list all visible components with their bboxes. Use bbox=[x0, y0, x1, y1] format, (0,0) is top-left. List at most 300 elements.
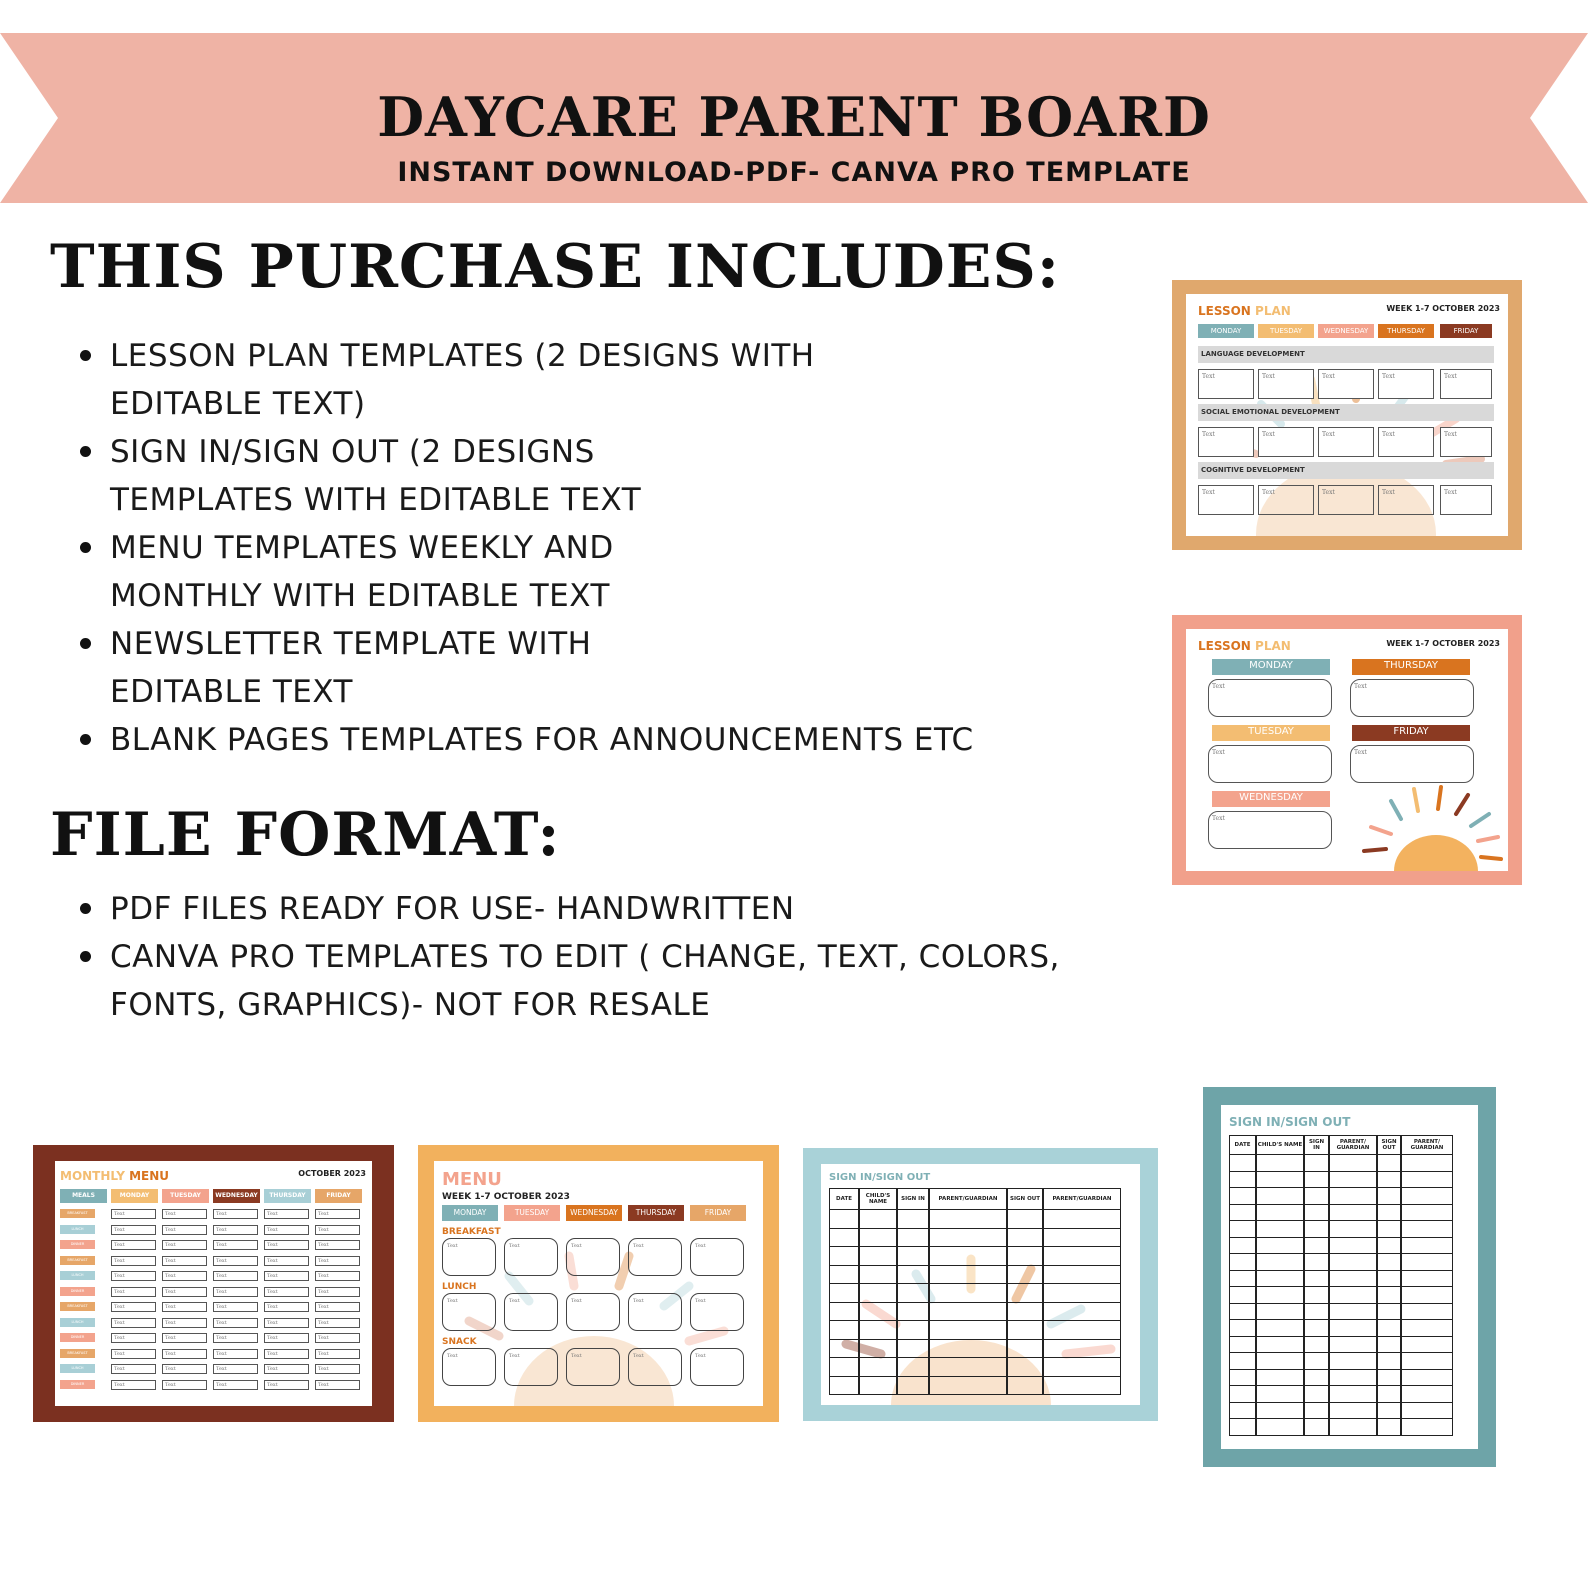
table-cell bbox=[1377, 1271, 1401, 1288]
table-cell bbox=[1256, 1188, 1304, 1205]
header-cell: WEDNESDAY bbox=[213, 1189, 260, 1203]
table-cell bbox=[929, 1377, 1007, 1396]
table-cell bbox=[1329, 1172, 1377, 1189]
table-cell bbox=[1007, 1229, 1043, 1248]
table-cell bbox=[1256, 1320, 1304, 1337]
table-cell bbox=[1401, 1221, 1453, 1238]
table-cell bbox=[1043, 1321, 1121, 1340]
menu-cell: Text bbox=[264, 1349, 309, 1359]
table-cell bbox=[1377, 1337, 1401, 1354]
meal-label: BREAKFAST bbox=[60, 1349, 95, 1358]
table-cell bbox=[829, 1284, 859, 1303]
table-cell bbox=[1007, 1284, 1043, 1303]
header-cell: MONDAY bbox=[111, 1189, 158, 1203]
table-cell bbox=[1256, 1238, 1304, 1255]
table-cell bbox=[1229, 1287, 1256, 1304]
sign-in-preview-1 bbox=[803, 1148, 1158, 1421]
table-cell bbox=[1007, 1340, 1043, 1359]
list-item: NEWSLETTER TEMPLATE WITH EDITABLE TEXT bbox=[78, 620, 1078, 716]
menu-cell: Text bbox=[264, 1225, 309, 1235]
meal-label: DINNER bbox=[60, 1380, 95, 1389]
table-cell bbox=[1329, 1370, 1377, 1387]
meal-label: LUNCH bbox=[60, 1318, 95, 1327]
table-cell bbox=[1043, 1266, 1121, 1285]
table-cell bbox=[1229, 1172, 1256, 1189]
menu-cell: Text bbox=[315, 1225, 360, 1235]
table-cell bbox=[1229, 1304, 1256, 1321]
table-cell bbox=[1043, 1340, 1121, 1359]
table-cell bbox=[1401, 1353, 1453, 1370]
table-cell bbox=[1329, 1419, 1377, 1436]
menu-cell: Text bbox=[264, 1209, 309, 1219]
table-cell bbox=[1329, 1353, 1377, 1370]
table-cell bbox=[1401, 1205, 1453, 1222]
table-cell bbox=[1229, 1403, 1256, 1420]
menu-cell: Text bbox=[111, 1349, 156, 1359]
table-cell bbox=[859, 1266, 897, 1285]
table-cell bbox=[1377, 1205, 1401, 1222]
table-cell bbox=[929, 1247, 1007, 1266]
page-sheet: LESSON PLAN WEEK 1-7 OCTOBER 2023 MONDAY Text THURSDAY Text TUESDAY Text FRIDAY Text WEDNESDAY Text bbox=[1186, 629, 1508, 871]
file-format-heading: FILE FORMAT: bbox=[50, 800, 561, 870]
table-cell bbox=[1229, 1188, 1256, 1205]
page-sheet: SIGN IN/SIGN OUT DATE CHILD'S NAME SIGN IN PARENT/ GUARDIAN SIGN OUT PARENT/ GUARDIAN bbox=[1221, 1105, 1478, 1449]
menu-cell: Text bbox=[315, 1349, 360, 1359]
day-header: FRIDAY bbox=[690, 1205, 746, 1221]
table-cell bbox=[1304, 1188, 1329, 1205]
table-cell bbox=[1377, 1304, 1401, 1321]
table-cell bbox=[1229, 1155, 1256, 1172]
menu-cell: Text bbox=[264, 1240, 309, 1250]
table-cell bbox=[1304, 1337, 1329, 1354]
table-cell bbox=[929, 1303, 1007, 1322]
menu-cell: Text bbox=[442, 1238, 496, 1276]
table-cell bbox=[897, 1303, 929, 1322]
menu-cell: Text bbox=[566, 1238, 620, 1276]
table-cell bbox=[829, 1321, 859, 1340]
table-cell bbox=[1043, 1303, 1121, 1322]
table-cell bbox=[1256, 1386, 1304, 1403]
table-cell bbox=[1256, 1370, 1304, 1387]
table-cell bbox=[897, 1358, 929, 1377]
table-cell bbox=[1401, 1386, 1453, 1403]
menu-cell: Text bbox=[628, 1238, 682, 1276]
table-cell bbox=[929, 1229, 1007, 1248]
page-sheet: MENU WEEK 1-7 OCTOBER 2023 MONDAY TUESDAY WEDNESDAY THURSDAY FRIDAY BREAKFAST Text Text Text Text Text LUNCH Text Text Text Text Text SNACK Text Text Text Text Text bbox=[434, 1161, 763, 1406]
menu-cell: Text bbox=[162, 1209, 207, 1219]
table-cell bbox=[1043, 1247, 1121, 1266]
table-cell bbox=[1377, 1254, 1401, 1271]
table-cell bbox=[1304, 1320, 1329, 1337]
table-cell bbox=[859, 1377, 897, 1396]
table-cell bbox=[1304, 1238, 1329, 1255]
table-cell bbox=[859, 1247, 897, 1266]
menu-cell: Text bbox=[690, 1238, 744, 1276]
table-cell bbox=[829, 1377, 859, 1396]
menu-cell: Text bbox=[162, 1240, 207, 1250]
table-cell bbox=[1401, 1155, 1453, 1172]
table-cell bbox=[1256, 1155, 1304, 1172]
meal-label: DINNER bbox=[60, 1333, 95, 1342]
table-cell bbox=[1329, 1238, 1377, 1255]
menu-cell: Text bbox=[162, 1271, 207, 1281]
menu-cell: Text bbox=[213, 1333, 258, 1343]
menu-cell: Text bbox=[264, 1333, 309, 1343]
table-cell bbox=[1329, 1188, 1377, 1205]
table-cell bbox=[1256, 1271, 1304, 1288]
column-header: CHILD'S NAME bbox=[859, 1188, 897, 1210]
column-header: PARENT/ GUARDIAN bbox=[1401, 1135, 1453, 1155]
meal-label: DINNER bbox=[60, 1287, 95, 1296]
menu-cell: Text bbox=[213, 1209, 258, 1219]
table-cell bbox=[859, 1210, 897, 1229]
menu-cell: Text bbox=[315, 1302, 360, 1312]
table-cell bbox=[897, 1247, 929, 1266]
table-cell bbox=[1229, 1370, 1256, 1387]
includes-list bbox=[78, 332, 1078, 764]
table-cell bbox=[1377, 1221, 1401, 1238]
menu-cell: Text bbox=[162, 1333, 207, 1343]
table-cell bbox=[1377, 1320, 1401, 1337]
list-item: SIGN IN/SIGN OUT (2 DESIGNS TEMPLATES WITH EDITABLE TEXT bbox=[78, 428, 1078, 524]
menu-cell: Text bbox=[213, 1318, 258, 1328]
table-cell bbox=[1377, 1370, 1401, 1387]
table-cell bbox=[897, 1340, 929, 1359]
day-header: TUESDAY bbox=[504, 1205, 560, 1221]
meal-label: BREAKFAST bbox=[442, 1227, 501, 1237]
menu-cell: Text bbox=[566, 1348, 620, 1386]
menu-cell: Text bbox=[264, 1318, 309, 1328]
table-cell bbox=[1304, 1221, 1329, 1238]
column-header: DATE bbox=[1229, 1135, 1256, 1155]
menu-cell: Text bbox=[162, 1380, 207, 1390]
column-header: SIGN OUT bbox=[1007, 1188, 1043, 1210]
table-cell bbox=[1304, 1205, 1329, 1222]
table-cell bbox=[897, 1229, 929, 1248]
menu-cell: Text bbox=[315, 1333, 360, 1343]
table-cell bbox=[1229, 1337, 1256, 1354]
meal-label: LUNCH bbox=[60, 1271, 95, 1280]
table-cell bbox=[1377, 1287, 1401, 1304]
menu-cell: Text bbox=[162, 1364, 207, 1374]
table-cell bbox=[859, 1321, 897, 1340]
title-banner bbox=[0, 33, 1588, 203]
menu-cell: Text bbox=[213, 1225, 258, 1235]
list-item: PDF FILES READY FOR USE- HANDWRITTEN bbox=[78, 885, 1178, 933]
table-cell bbox=[1377, 1155, 1401, 1172]
header-cell: MEALS bbox=[60, 1189, 107, 1203]
menu-cell: Text bbox=[442, 1348, 496, 1386]
table-cell bbox=[1329, 1386, 1377, 1403]
table-cell bbox=[1256, 1403, 1304, 1420]
file-format-list bbox=[78, 885, 1178, 1029]
menu-cell: Text bbox=[504, 1293, 558, 1331]
column-header: PARENT/GUARDIAN bbox=[929, 1188, 1007, 1210]
menu-cell: Text bbox=[315, 1209, 360, 1219]
menu-cell: Text bbox=[315, 1287, 360, 1297]
table-cell bbox=[1229, 1320, 1256, 1337]
table-cell bbox=[1256, 1353, 1304, 1370]
menu-cell: Text bbox=[162, 1225, 207, 1235]
menu-cell: Text bbox=[162, 1349, 207, 1359]
table-cell bbox=[1304, 1386, 1329, 1403]
table-cell bbox=[1304, 1403, 1329, 1420]
table-cell bbox=[1304, 1304, 1329, 1321]
column-header: DATE bbox=[829, 1188, 859, 1210]
table-cell bbox=[929, 1210, 1007, 1229]
menu-cell: Text bbox=[111, 1333, 156, 1343]
table-cell bbox=[1256, 1254, 1304, 1271]
table-cell bbox=[1304, 1370, 1329, 1387]
menu-cell: Text bbox=[111, 1364, 156, 1374]
table-cell bbox=[1401, 1287, 1453, 1304]
menu-cell: Text bbox=[111, 1240, 156, 1250]
table-cell bbox=[1329, 1320, 1377, 1337]
column-header: CHILD'S NAME bbox=[1256, 1135, 1304, 1155]
menu-cell: Text bbox=[162, 1318, 207, 1328]
header-cell: TUESDAY bbox=[162, 1189, 209, 1203]
table-cell bbox=[1329, 1304, 1377, 1321]
menu-cell: Text bbox=[264, 1364, 309, 1374]
menu-cell: Text bbox=[264, 1302, 309, 1312]
table-cell bbox=[1007, 1358, 1043, 1377]
list-item: BLANK PAGES TEMPLATES FOR ANNOUNCEMENTS ETC bbox=[78, 716, 1078, 764]
table-cell bbox=[1401, 1337, 1453, 1354]
menu-cell: Text bbox=[264, 1256, 309, 1266]
table-cell bbox=[1377, 1188, 1401, 1205]
table-cell bbox=[1401, 1188, 1453, 1205]
list-item: CANVA PRO TEMPLATES TO EDIT ( CHANGE, TEXT, COLORS, FONTS, GRAPHICS)- NOT FOR RESALE bbox=[78, 933, 1178, 1029]
sign-in-preview-2 bbox=[1203, 1087, 1496, 1467]
header-cell: FRIDAY bbox=[315, 1189, 362, 1203]
table-cell bbox=[1256, 1205, 1304, 1222]
meal-label: LUNCH bbox=[442, 1282, 477, 1292]
table-cell bbox=[1304, 1172, 1329, 1189]
menu-cell: Text bbox=[690, 1348, 744, 1386]
menu-cell: Text bbox=[315, 1256, 360, 1266]
table-cell bbox=[1304, 1419, 1329, 1436]
meal-label: BREAKFAST bbox=[60, 1302, 95, 1311]
table-cell bbox=[897, 1266, 929, 1285]
menu-cell: Text bbox=[213, 1349, 258, 1359]
menu-cell: Text bbox=[111, 1225, 156, 1235]
menu-cell: Text bbox=[315, 1364, 360, 1374]
menu-cell: Text bbox=[162, 1287, 207, 1297]
page-sheet: LESSON PLAN WEEK 1-7 OCTOBER 2023 MONDAY TUESDAY WEDNESDAY THURSDAY FRIDAY LANGUAGE DEVELOPMENT SOCIAL EMOTIONAL DEVELOPMENT COGNITIVE DEVELOPMENT Text Text Text Text Text Text Text Text Text Text Text Text Text Text Text bbox=[1186, 294, 1508, 536]
menu-cell: Text bbox=[213, 1271, 258, 1281]
table-cell bbox=[829, 1266, 859, 1285]
page-sheet: SIGN IN/SIGN OUT DATE CHILD'S NAME SIGN IN PARENT/GUARDIAN SIGN OUT PARENT/GUARDIAN bbox=[821, 1164, 1140, 1405]
table-cell bbox=[897, 1210, 929, 1229]
table-cell bbox=[1007, 1266, 1043, 1285]
table-cell bbox=[1043, 1358, 1121, 1377]
menu-cell: Text bbox=[213, 1240, 258, 1250]
table-cell bbox=[1329, 1254, 1377, 1271]
table-cell bbox=[1304, 1287, 1329, 1304]
table-cell bbox=[1377, 1353, 1401, 1370]
table-cell bbox=[929, 1284, 1007, 1303]
menu-cell: Text bbox=[315, 1318, 360, 1328]
column-header: SIGN OUT bbox=[1377, 1135, 1401, 1155]
banner-subtitle: INSTANT DOWNLOAD-PDF- CANVA PRO TEMPLATE bbox=[397, 157, 1191, 188]
menu-cell: Text bbox=[315, 1240, 360, 1250]
menu-cell: Text bbox=[264, 1287, 309, 1297]
table-cell bbox=[1043, 1284, 1121, 1303]
table-cell bbox=[1229, 1353, 1256, 1370]
table-cell bbox=[1401, 1271, 1453, 1288]
table-cell bbox=[1401, 1254, 1453, 1271]
menu-cell: Text bbox=[442, 1293, 496, 1331]
header-cell: THURSDAY bbox=[264, 1189, 311, 1203]
list-item: MENU TEMPLATES WEEKLY AND MONTHLY WITH EDITABLE TEXT bbox=[78, 524, 1078, 620]
menu-cell: Text bbox=[111, 1287, 156, 1297]
table-cell bbox=[1401, 1172, 1453, 1189]
table-cell bbox=[1007, 1303, 1043, 1322]
menu-cell: Text bbox=[162, 1302, 207, 1312]
column-header: SIGN IN bbox=[897, 1188, 929, 1210]
table-cell bbox=[1329, 1403, 1377, 1420]
page-sheet: MONTHLY MENU OCTOBER 2023 MEALS MONDAY TUESDAY WEDNESDAY THURSDAY FRIDAY BREAKFAST Text Text Text Text Text LUNCH Text Text Text Text Text DINNER Text Text Text Text Text BREAKFAST Text Text Text Text Text LUNCH Text Text Text Text Text DINNER Text Text Text Text Text BREAKFAST Text Text Text Text Text LUNCH Text Text Text Text Text DINNER Text Text Text Text Text BREAKFAST Text Text Text Text Text LUNCH Text Text Text Text Text DINNER Text Text Text Text Text bbox=[55, 1161, 372, 1406]
table-cell bbox=[859, 1358, 897, 1377]
table-cell bbox=[1256, 1287, 1304, 1304]
menu-cell: Text bbox=[628, 1348, 682, 1386]
menu-cell: Text bbox=[213, 1380, 258, 1390]
banner-title: DAYCARE PARENT BOARD bbox=[377, 85, 1211, 149]
table-cell bbox=[829, 1229, 859, 1248]
menu-cell: Text bbox=[213, 1256, 258, 1266]
table-cell bbox=[859, 1284, 897, 1303]
table-cell bbox=[1377, 1419, 1401, 1436]
table-cell bbox=[1229, 1238, 1256, 1255]
table-cell bbox=[929, 1358, 1007, 1377]
meal-label: LUNCH bbox=[60, 1225, 95, 1234]
table-cell bbox=[1401, 1320, 1453, 1337]
table-cell bbox=[829, 1210, 859, 1229]
table-cell bbox=[1304, 1353, 1329, 1370]
menu-cell: Text bbox=[162, 1256, 207, 1266]
table-cell bbox=[1256, 1304, 1304, 1321]
table-cell bbox=[1229, 1386, 1256, 1403]
lesson-plan-preview-1 bbox=[1172, 280, 1522, 550]
table-cell bbox=[1229, 1271, 1256, 1288]
table-cell bbox=[1377, 1403, 1401, 1420]
table-cell bbox=[859, 1340, 897, 1359]
table-cell bbox=[1401, 1304, 1453, 1321]
menu-cell: Text bbox=[264, 1380, 309, 1390]
table-cell bbox=[829, 1340, 859, 1359]
table-cell bbox=[1007, 1377, 1043, 1396]
table-cell bbox=[1329, 1155, 1377, 1172]
table-cell bbox=[1007, 1247, 1043, 1266]
table-cell bbox=[1329, 1287, 1377, 1304]
menu-cell: Text bbox=[315, 1271, 360, 1281]
menu-cell: Text bbox=[111, 1380, 156, 1390]
table-cell bbox=[897, 1284, 929, 1303]
list-item: LESSON PLAN TEMPLATES (2 DESIGNS WITH EDITABLE TEXT) bbox=[78, 332, 1078, 428]
table-cell bbox=[1043, 1377, 1121, 1396]
table-cell bbox=[1256, 1172, 1304, 1189]
column-header: PARENT/GUARDIAN bbox=[1043, 1188, 1121, 1210]
table-cell bbox=[929, 1321, 1007, 1340]
table-cell bbox=[1304, 1271, 1329, 1288]
monthly-menu-preview bbox=[33, 1145, 394, 1422]
table-cell bbox=[859, 1303, 897, 1322]
column-header: PARENT/ GUARDIAN bbox=[1329, 1135, 1377, 1155]
menu-cell: Text bbox=[504, 1348, 558, 1386]
day-header: WEDNESDAY bbox=[566, 1205, 622, 1221]
weekly-menu-preview bbox=[418, 1145, 779, 1422]
menu-cell: Text bbox=[690, 1293, 744, 1331]
menu-cell: Text bbox=[264, 1271, 309, 1281]
table-cell bbox=[859, 1229, 897, 1248]
table-cell bbox=[1007, 1210, 1043, 1229]
menu-cell: Text bbox=[213, 1287, 258, 1297]
menu-cell: Text bbox=[628, 1293, 682, 1331]
menu-cell: Text bbox=[566, 1293, 620, 1331]
column-header: SIGN IN bbox=[1304, 1135, 1329, 1155]
menu-cell: Text bbox=[111, 1271, 156, 1281]
table-cell bbox=[1256, 1221, 1304, 1238]
table-cell bbox=[1304, 1155, 1329, 1172]
table-cell bbox=[929, 1340, 1007, 1359]
table-cell bbox=[1256, 1337, 1304, 1354]
meal-label: BREAKFAST bbox=[60, 1209, 95, 1218]
table-cell bbox=[1229, 1221, 1256, 1238]
table-cell bbox=[1329, 1205, 1377, 1222]
menu-cell: Text bbox=[504, 1238, 558, 1276]
meal-label: DINNER bbox=[60, 1240, 95, 1249]
meal-label: LUNCH bbox=[60, 1364, 95, 1373]
lesson-plan-preview-2 bbox=[1172, 615, 1522, 885]
table-cell bbox=[1229, 1254, 1256, 1271]
table-cell bbox=[1377, 1386, 1401, 1403]
menu-cell: Text bbox=[315, 1380, 360, 1390]
menu-cell: Text bbox=[213, 1364, 258, 1374]
meal-label: SNACK bbox=[442, 1337, 477, 1347]
table-cell bbox=[1377, 1172, 1401, 1189]
menu-cell: Text bbox=[111, 1302, 156, 1312]
table-cell bbox=[829, 1358, 859, 1377]
table-cell bbox=[897, 1321, 929, 1340]
menu-cell: Text bbox=[213, 1302, 258, 1312]
includes-heading: THIS PURCHASE INCLUDES: bbox=[50, 232, 1061, 302]
table-cell bbox=[1304, 1254, 1329, 1271]
menu-cell: Text bbox=[111, 1318, 156, 1328]
table-cell bbox=[1401, 1419, 1453, 1436]
table-cell bbox=[1043, 1229, 1121, 1248]
table-cell bbox=[1401, 1238, 1453, 1255]
day-header: THURSDAY bbox=[628, 1205, 684, 1221]
meal-label: BREAKFAST bbox=[60, 1256, 95, 1265]
table-cell bbox=[1229, 1419, 1256, 1436]
table-cell bbox=[1329, 1271, 1377, 1288]
table-cell bbox=[1256, 1419, 1304, 1436]
table-cell bbox=[1043, 1210, 1121, 1229]
menu-cell: Text bbox=[111, 1209, 156, 1219]
table-cell bbox=[1329, 1337, 1377, 1354]
table-cell bbox=[929, 1266, 1007, 1285]
table-cell bbox=[1229, 1205, 1256, 1222]
table-cell bbox=[829, 1247, 859, 1266]
day-header: MONDAY bbox=[442, 1205, 498, 1221]
table-cell bbox=[1007, 1321, 1043, 1340]
table-cell bbox=[1401, 1403, 1453, 1420]
table-cell bbox=[1401, 1370, 1453, 1387]
table-cell bbox=[829, 1303, 859, 1322]
table-cell bbox=[1377, 1238, 1401, 1255]
table-cell bbox=[897, 1377, 929, 1396]
table-cell bbox=[1329, 1221, 1377, 1238]
